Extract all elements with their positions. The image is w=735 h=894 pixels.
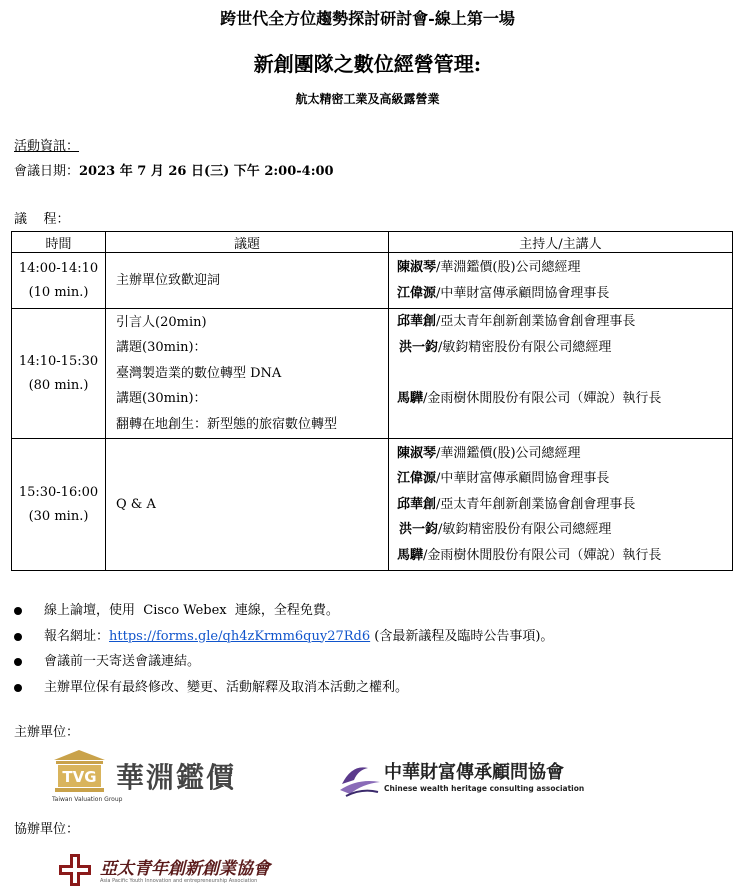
duration: (30 min.) [28,508,89,524]
cw-name: 中華財富傳承顧問協會 [384,762,564,783]
notes-list [14,598,553,700]
speaker-cell [389,309,733,439]
topic-cell [106,439,389,571]
spacer [397,360,732,386]
speaker-org: /亞太青年創新創業協會創會理事長 [436,314,636,329]
speaker-org: /敏鈞精密股份有限公司總經理 [438,339,612,355]
co-organizer-heading: 協辦單位： [14,822,80,837]
speaker-line [397,281,732,307]
cw-english-name: Chinese wealth heritage consulting association [384,784,585,793]
topic-line: 講題(30min)： [116,340,207,356]
speaker-name: 洪一鈞 [399,339,439,355]
speaker-line [397,466,732,492]
note-text: (含最新議程及臨時公告事項)。 [370,628,554,644]
ap-english-name: Asia Pacific Youth Innovation and entrepreneurship Association [100,878,258,884]
speaker-org: /金雨樹休閒股份有限公司（嬋說）執行長 [423,547,662,563]
duration: (80 min.) [28,377,89,393]
note-text: 報名網址： [44,628,110,644]
col-time: 時間 [12,232,106,253]
speaker-line [397,517,732,543]
info-heading: 活動資訊： [14,139,80,154]
time-range: 14:10-15:30 [18,353,99,369]
registration-link[interactable]: https://forms.gle/qh4zKrmm6quy27Rd6 [109,628,371,644]
event-tagline: 航太精密工業及高級露營業 [295,92,440,106]
date-value: 2023 年 7 月 26 日(三) 下午 2:00-4:00 [79,164,334,179]
bullet-icon [14,607,22,615]
time-cell [12,439,106,571]
bullet-icon [14,658,22,666]
topic-cell [106,253,389,309]
topic-line: 引言人(20min) [116,314,207,330]
ap-emblem-icon [56,852,94,888]
speaker-org: /華淵鑑價(股)公司總經理 [436,445,581,461]
date-label: 會議日期： [14,164,80,179]
speaker-org: /中華財富傳承顧問協會理事長 [436,471,610,487]
topic-line: 主辦單位致歡迎詞 [116,272,221,288]
table-row [12,439,733,571]
agenda-header-row [12,232,733,253]
speaker-line [397,309,732,335]
topic-line: 講題(30min)： [116,391,207,407]
speaker-line [397,255,732,281]
speaker-org: /亞太青年創新創業協會創會理事長 [436,496,636,512]
speaker-org: /金雨樹休閒股份有限公司（嬋說）執行長 [423,390,662,406]
tvg-building-icon [52,748,107,794]
list-item [14,598,553,624]
tvg-name: 華淵鑑價 [116,761,237,794]
speaker-name: 馬驊 [397,547,424,563]
topic-line: Q & A [116,496,156,512]
speaker-name: 江偉源 [397,285,437,301]
note-text: 主辦單位保有最終修改、變更、活動解釋及取消本活動之權利。 [44,679,409,695]
speaker-line [397,386,732,412]
tvg-english-name: Taiwan Valuation Group [52,796,123,803]
note-text: 線上論壇，使用 Cisco Webex 連線，全程免費。 [44,603,339,618]
time-range: 15:30-16:00 [18,484,99,500]
col-speaker: 主持人/主講人 [389,232,733,253]
topic-line: 臺灣製造業的數位轉型 DNA [116,365,282,381]
event-title: 跨世代全方位趨勢探討研討會-線上第一場 [220,9,515,28]
time-range: 14:00-14:10 [18,260,99,276]
speaker-name: 邱華創 [397,496,437,512]
speaker-line [397,543,732,569]
topic-line: 翻轉在地創生：新型態的旅宿數位轉型 [116,416,338,432]
speaker-line [397,335,732,361]
speaker-org: /敏鈞精密股份有限公司總經理 [438,522,612,538]
speaker-line [397,492,732,518]
meeting-date [14,160,334,179]
speaker-name: 洪一鈞 [399,522,439,538]
cw-logo [338,756,598,802]
speaker-name: 陳淑琴 [397,445,437,461]
duration: (10 min.) [28,284,89,300]
note-text: 會議前一天寄送會議連結。 [44,654,201,669]
list-item [14,649,553,675]
list-item [14,624,553,650]
agenda-heading: 議 程： [14,212,70,227]
time-cell [12,309,106,439]
ap-name: 亞太青年創新創業協會 [100,859,270,879]
speaker-cell [389,439,733,571]
speaker-org: /華淵鑑價(股)公司總經理 [436,260,581,275]
agenda-table [11,231,733,571]
bullet-icon [14,633,22,641]
speaker-cell [389,253,733,309]
table-row [12,253,733,309]
list-item [14,675,553,701]
speaker-line [397,441,732,467]
tvg-mark: TVG [62,768,97,786]
speaker-name: 江偉源 [397,471,437,487]
organizer-heading: 主辦單位： [14,725,80,740]
topic-cell [106,309,389,439]
speaker-name: 馬驊 [397,390,424,406]
cw-emblem-icon [338,758,382,798]
table-row [12,309,733,439]
ap-logo [56,850,296,890]
event-subtitle: 新創團隊之數位經營管理: [253,52,482,76]
col-topic: 議題 [106,232,389,253]
speaker-name: 陳淑琴 [397,260,437,275]
speaker-org: /中華財富傳承顧問協會理事長 [436,285,610,301]
tvg-logo [52,748,242,806]
time-cell [12,253,106,309]
bullet-icon [14,684,22,692]
speaker-name: 邱華創 [397,314,437,329]
